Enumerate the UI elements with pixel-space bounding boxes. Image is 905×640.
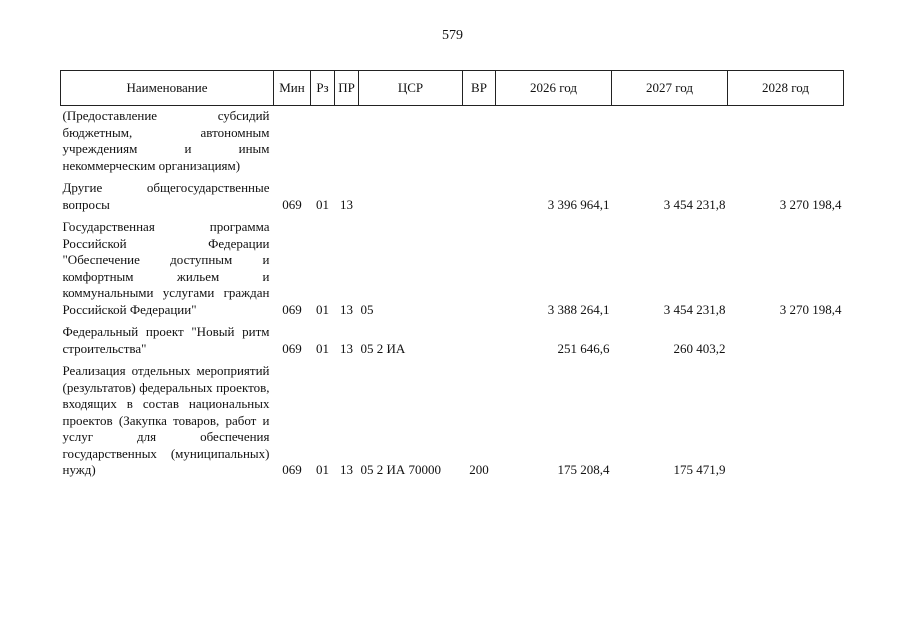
budget-table xyxy=(60,70,844,483)
row-2026: 3 396 964,1 xyxy=(547,196,610,212)
table-row xyxy=(61,178,844,217)
row-2028: 3 270 198,4 xyxy=(779,301,842,317)
row-vr xyxy=(463,217,496,322)
row-pr: 13 xyxy=(340,340,353,356)
row-min: 069 xyxy=(282,301,302,317)
row-name: Реализация отдельных мероприятий (результатов) федеральных проектов, входящих в состав национальных проектов (Закупка товаров, работ и услуг для обеспечения государственных (муниципальных) нужд) xyxy=(62,363,270,477)
row-2028: 3 270 198,4 xyxy=(779,196,842,212)
row-vr xyxy=(463,322,496,361)
row-name: (Предоставление субсидий бюджетным, автономным учреждениям и иным некоммерческим организациям) xyxy=(62,108,270,173)
header-name: Наименование xyxy=(61,71,274,106)
row-2026: 3 388 264,1 xyxy=(547,301,610,317)
row-name: Государственная программа Российской Федерации "Обеспечение доступным и комфортным жильем и коммунальными услугами граждан Российской Федерации" xyxy=(62,219,270,317)
row-pr: 13 xyxy=(340,196,353,212)
table-header-row xyxy=(61,71,844,106)
row-2027 xyxy=(612,106,728,179)
row-2027: 175 471,9 xyxy=(673,462,726,477)
header-csr: ЦСР xyxy=(359,71,463,106)
header-min: Мин xyxy=(274,71,311,106)
row-2028 xyxy=(728,361,844,483)
row-rz: 01 xyxy=(316,196,329,212)
row-2026: 251 646,6 xyxy=(557,340,610,356)
row-csr: 05 2 ИА 70000 xyxy=(360,462,442,477)
row-2026 xyxy=(496,106,612,179)
row-min xyxy=(274,106,311,179)
row-pr: 13 xyxy=(340,462,353,477)
row-2027: 3 454 231,8 xyxy=(663,301,726,317)
row-rz: 01 xyxy=(316,462,329,477)
row-min: 069 xyxy=(282,196,302,212)
row-2028 xyxy=(728,322,844,361)
row-pr: 13 xyxy=(340,301,353,317)
page-number: 579 xyxy=(442,28,463,43)
row-min: 069 xyxy=(282,462,302,477)
row-pr xyxy=(335,106,359,179)
table-row xyxy=(61,217,844,322)
row-rz xyxy=(311,106,335,179)
table-row xyxy=(61,361,844,483)
table-row xyxy=(61,322,844,361)
header-pr: ПР xyxy=(335,71,359,106)
header-vr: ВР xyxy=(463,71,496,106)
row-2026: 175 208,4 xyxy=(557,462,610,477)
row-rz: 01 xyxy=(316,301,329,317)
row-2027: 260 403,2 xyxy=(673,340,726,356)
row-2028 xyxy=(728,106,844,179)
row-2027: 3 454 231,8 xyxy=(663,196,726,212)
header-2028: 2028 год xyxy=(728,71,844,106)
row-csr: 05 xyxy=(360,301,374,317)
row-name: Другие общегосударственные вопросы xyxy=(62,180,270,212)
row-rz: 01 xyxy=(316,340,329,356)
row-min: 069 xyxy=(282,340,302,356)
row-vr xyxy=(463,178,496,217)
row-csr xyxy=(359,178,463,217)
row-name: Федеральный проект "Новый ритм строительства" xyxy=(62,324,270,356)
row-vr: 200 xyxy=(469,462,489,477)
header-2026: 2026 год xyxy=(496,71,612,106)
row-vr xyxy=(463,106,496,179)
row-csr: 05 2 ИА xyxy=(360,340,406,356)
row-csr xyxy=(359,106,463,179)
header-rz: Рз xyxy=(311,71,335,106)
header-2027: 2027 год xyxy=(612,71,728,106)
table-row xyxy=(61,106,844,179)
